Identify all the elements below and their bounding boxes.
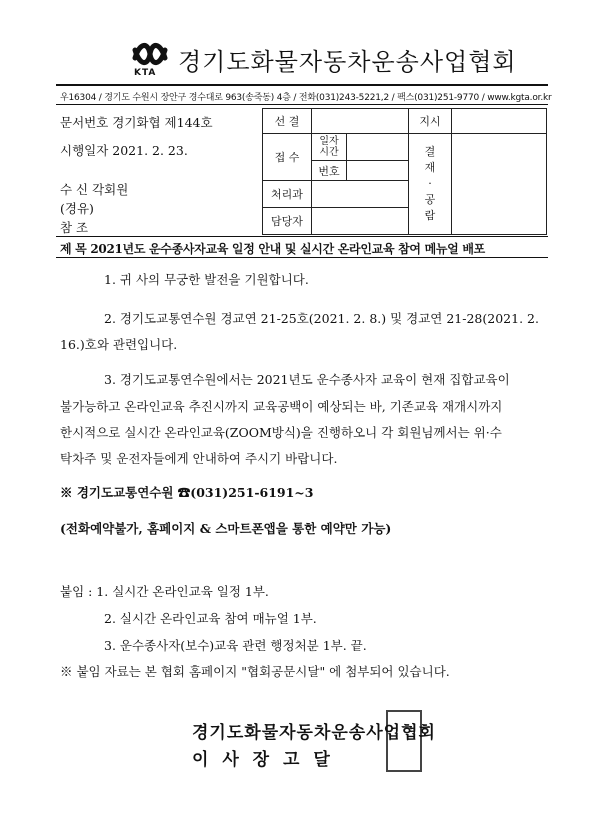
- cheorigwa-label: 처리과: [263, 181, 312, 208]
- damdangja-label: 담당자: [263, 208, 312, 235]
- jisi-cell: [452, 109, 547, 134]
- header-rule: [56, 84, 548, 86]
- contact-rule: [56, 104, 548, 105]
- signature-title: 이 사 장 고 달: [192, 750, 334, 770]
- paragraph-3-line-4: 탁차주 및 운전자들에게 안내하여 주시기 바랍니다.: [60, 451, 338, 466]
- reservation-note: (전화예약불가, 홈페이지 & 스마트폰앱을 통한 예약만 가능): [60, 521, 392, 536]
- logo-text: KTA: [134, 68, 157, 78]
- seongyeol-cell: [312, 109, 409, 134]
- seongyeol-label: 선 결: [263, 109, 312, 134]
- contact-line: 우16304 / 경기도 수원시 장안구 경수대로 963(송죽동) 4층 / 전화(031)243-5221,2 / 팩스(031)251-9770 / www.kgta.or.kr: [60, 93, 552, 103]
- reference: 참 조: [60, 220, 89, 235]
- paragraph-3-line-2: 불가능하고 온라인교육 추진시까지 교육공백이 예상되는 바, 기존교육 재개시까지: [60, 399, 503, 414]
- paragraph-3-line-3: 한시적으로 실시간 온라인교육(ZOOM방식)을 진행하오니 각 회원님께서는 위·수: [60, 425, 502, 440]
- doc-number: 문서번호 경기화협 제144호: [60, 115, 213, 130]
- attachment-1: 붙임 : 1. 실시간 온라인교육 일정 1부.: [60, 584, 269, 599]
- jisi-label: 지시: [409, 109, 452, 134]
- attachment-2: 2. 실시간 온라인교육 참여 매뉴얼 1부.: [104, 611, 317, 626]
- paragraph-3-line-1: 3. 경기도교통연수원에서는 2021년도 운수종사자 교육이 현재 집합교육이: [104, 372, 510, 387]
- kta-logo-icon: [132, 40, 168, 70]
- attachment-note: ※ 붙임 자료는 본 협회 홈페이지 "협회공문시달" 에 첨부되어 있습니다.: [60, 664, 450, 679]
- ilja-sigan-label: 일자 시간: [312, 134, 347, 161]
- via: (경유): [60, 201, 94, 216]
- contact-note: ※ 경기도교통연수원 ☎(031)251-6191~3: [60, 485, 314, 500]
- damdangja-cell: [312, 208, 409, 235]
- attachment-3: 3. 운수종사자(보수)교육 관련 행정처분 1부. 끝.: [104, 638, 367, 653]
- beonho-label: 번호: [312, 161, 347, 181]
- paragraph-2-line-1: 2. 경기도교통연수원 경교연 21-25호(2021. 2. 8.) 및 경교연 21-28(2021. 2.: [104, 311, 539, 326]
- subject-line: 제 목 2021년도 운수종사자교육 일정 안내 및 실시간 온라인교육 참여 메뉴얼 배포: [60, 242, 485, 256]
- subject-rule-bottom: [56, 257, 548, 258]
- org-title: 경기도화물자동차운송사업협회: [178, 48, 517, 76]
- gyeoljae-label: 결 재 · 공 람: [409, 134, 452, 235]
- subject-rule-top: [56, 236, 548, 237]
- signature-org: 경기도화물자동차운송사업협회: [192, 723, 436, 743]
- ilja-sigan-cell: [347, 134, 409, 161]
- gyeoljae-cell: [452, 134, 547, 235]
- cheorigwa-cell: [312, 181, 409, 208]
- beonho-cell: [347, 161, 409, 181]
- issue-date: 시행일자 2021. 2. 23.: [60, 143, 188, 158]
- paragraph-2-line-2: 16.)호와 관련입니다.: [60, 337, 178, 352]
- recipient: 수 신 각회원: [60, 182, 129, 197]
- approval-table: [262, 108, 547, 235]
- jeopsu-label: 접 수: [263, 134, 312, 181]
- paragraph-1: 1. 귀 사의 무궁한 발전을 기원합니다.: [104, 272, 309, 287]
